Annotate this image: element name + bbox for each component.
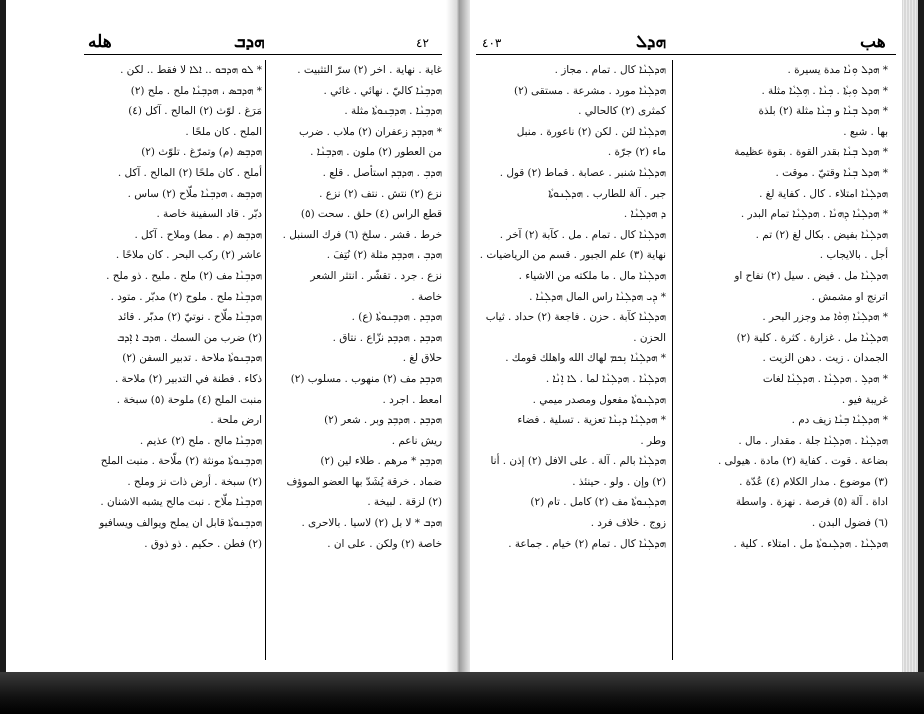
entry-line: ܗܕܒ * لا بل (٢) لاسيا . بالاحرى . (301, 517, 442, 530)
entry-line: كمثرى (٢) كالحالي . (578, 105, 666, 118)
entry-line: ܗܕܠܼܢܵܐ كال . تمام (٢) خيام . جماعة . (508, 537, 666, 550)
left-page-number: ٤٢ (416, 36, 429, 50)
left-page-header (84, 30, 442, 55)
entry-line: ܗܕܒܼܕ . ܗܕܒܼܢܘܬܵܐ (ع) . (351, 311, 442, 324)
right-page-header (476, 30, 896, 55)
entry-line: ܗܕܠܼܢܘܬܵܐ مفعول ومصدر ميمي . (532, 393, 666, 406)
entry-line: ܗܕܒܼܢܘܬܵܐ ملاحة . تدبير السفن (٢) (122, 352, 262, 365)
entry-line: الملح . كان ملحًا . (185, 125, 262, 138)
entry-line: قطع الراس (٤) حلق . سحت (٥) (300, 208, 442, 221)
entry-line: ارض ملحة . (210, 414, 262, 427)
entry-line: ܗܕܠܼܢܵܐ مل . فيض . سيل (٢) نفاح او (734, 269, 888, 282)
right-page (476, 30, 896, 660)
left-page (84, 30, 442, 660)
entry-line: اترنج او مشمش . (811, 290, 888, 303)
entry-line: ذكاء . فطنة في التدبير (٢) ملاحة . (114, 372, 262, 385)
page-edges (902, 0, 918, 672)
entry-line: اداة . آلة (٥) فرصة . نهزة . واسطة (735, 496, 888, 509)
entry-line: ܗܕܠܼܢܵܐ . ܗܕܠܼܢܵܐ جلة . مقدار . مال . (738, 434, 888, 447)
entry-line: ܗܕܠܼܢܵܐ . ܗܕܠܼܢܘܬܵܐ مل . امتلاء . كلية . (733, 537, 888, 550)
entry-line: ܗܕܠܼܢܵܐ . ܗܕܠܼܢܵܐ لما . ܠܐ ܐܼܢܵܐ . (545, 372, 666, 385)
entry-line: ܗܕܒܼܢܵܐ كاليّ . نهائي . غائي . (323, 84, 442, 97)
entry-line: عاشر (٢) ركب البحر . كان ملاحًا . (115, 249, 262, 262)
entry-line: ܗܕܒܼܣ (م . مط) وملاح . آكل . (134, 228, 262, 241)
entry-line: أجل . بالايجاب . (819, 249, 888, 262)
entry-line: (٢) وإن . ولو . حينئذ . (572, 475, 666, 488)
entry-line: ܗܕܠܼܢܵܐ لئن . لكن (٢) ناعورة . منبل (516, 125, 666, 138)
entry-line: ܗܕܒܼ ، ܗܕܒܼܕ مثلة (٢) نُتِفَ . (326, 249, 442, 262)
entry-line: ܕ ܗܕܠܼܢܵܐ . (623, 208, 666, 221)
entry-line: (٢) سبخة . أرض ذات نز وملح . (127, 475, 262, 488)
entry-line: * ܗܕܠ ܒܼܢܵܐ بقدر القوة . بقوة عظيمة (734, 146, 888, 159)
left-column-divider (265, 60, 266, 660)
entry-line: ܗܕܒܼܢܘܬܵܐ مونثة (٢) ملّاحة . منبت الملح (100, 455, 262, 468)
entry-line: ܗܕܒܼܢܵܐ مالح . ملح (٢) عذيم . (139, 434, 262, 447)
entry-line: * ܗܕܠܼܢܵܐ ܒܼܢܵܐ زيف دم . (791, 414, 888, 427)
entry-line: * ܗܕܠܼܢܵܐ ܢܼܟܡ لهاك الله واهلك قومك . (505, 352, 666, 365)
entry-line: دبّر . قاد السفينة خاصة . (156, 208, 262, 221)
left-column-inner (268, 60, 442, 660)
entry-line: ܗܕܠܼܢܵܐ كآبة . حزن . فاجعة (٢) حداد . ثياب (485, 311, 666, 324)
entry-line: الحزن . (633, 331, 666, 344)
entry-line: خاصة . (411, 290, 442, 303)
entry-line: بضاعة . قوت . كفاية (٢) مادة . هيولى . (717, 455, 888, 468)
entry-line: ܗܕܒܼܣ (م) وتمرّغ . تلوّث (٢) (141, 146, 262, 159)
entry-line: ܗܕܒܼܕ * مرهم . طلاء لين (٢) (320, 455, 442, 468)
entry-line: غاية . نهاية . اخر (٢) سرّ التثبيت . (297, 64, 442, 76)
entry-line: منبت الملح (٤) ملوحة (٥) سبخة . (116, 393, 262, 406)
entry-line: (٢) فطن . حكيم . ذو ذوق . (144, 537, 262, 550)
left-column-outer (84, 60, 262, 660)
entry-line: * ܠܘ ܗܕܒܘ .. ܐܠܐ لا فقط .. لكن . (120, 64, 262, 76)
entry-line: * ܗܕܠ ܘܼܢܵܐ مدة يسيرة . (787, 64, 888, 76)
right-page-number: ٤٠٣ (482, 36, 502, 50)
right-column-divider (672, 60, 673, 660)
right-column-inner (476, 60, 666, 660)
entry-line: زوج . خلاف فرد . (590, 517, 666, 530)
entry-line: ماء (٢) جرّة . (607, 146, 666, 159)
entry-line: ܗܕܒܼܢܵܐ ملّاح . نبت مالح يشبه الاشنان . (100, 496, 262, 509)
entry-line: ܗܕܠܼܢܵܐ مورد . مشرعة . مستقى (٢) (514, 84, 666, 97)
entry-line: امعط . اجرد . (382, 393, 442, 406)
entry-line: (٦) فضول البدن . (811, 517, 888, 530)
entry-line: بها . شبع . (843, 125, 888, 138)
entry-line: غريبة فيو . (841, 393, 888, 406)
entry-line: ܗܕܒܼܣ ، ܗܕܒܼܢܵܐ ملّاح (٢) ساس . (127, 187, 262, 200)
entry-line: ܗܕܠܼܢܵܐ مال . ما ملكته من الاشياء . (518, 269, 666, 282)
entry-line: ܗܕܠܼܢܘܬܵܐ مف (٢) كامل . تام (٢) (530, 496, 666, 509)
entry-line: ܗܕܒܼܕ . ܗܕܒܼܕ نزّاع . نتاق . (332, 331, 442, 344)
entry-line: (٣) موضوع . مدار الكلام (٤) عُدّة . (739, 475, 888, 488)
entry-line: ܗܕܒܼܢܵܐ ملح . ملوح (٢) مدبّر . متود . (110, 290, 262, 303)
entry-line: ܗܕܒܼܢܵܐ ملّاح . نوتيّ (٢) مدبّر . قائد (117, 311, 262, 324)
right-page-columns (476, 60, 896, 660)
entry-line: ܗܕܒܼܢܵܐ . ܗܕܒܼܢܘܬܵܐ مثلة . (344, 105, 442, 118)
entry-line: * ܗܕܒܼܕ زعفران (٢) ملاب . ضرب (299, 125, 442, 138)
right-header-word-outer: ﻫﺐ (860, 32, 886, 52)
entry-line: ريش ناعم . (391, 434, 442, 447)
entry-line: * ܗܕܠܼܢܵܐ ܕܝܼܢܵܐ تعزية . تسلية . فضاء (517, 414, 666, 427)
entry-line: * ܗܕܠܼܢܵܐ ܗܼܘܵܐ مد وجزر البحر . (762, 311, 888, 324)
right-column-outer (676, 60, 888, 660)
entry-line: ܗܕܠܼܢܵܐ بفيض . بكال لغ (٢) تم . (755, 228, 888, 241)
entry-line: جبر . آلة للطارب . ܗܕܠܼܢܘܬܵܐ (548, 187, 666, 200)
entry-line: * ܗܕܠܼܢܵܐ ܕܼܗܢܵܐ . ܗܕܠܼܢܵܐ تمام البدر . (740, 208, 888, 221)
entry-line: ܗܕܒܼܢܘܬܵܐ قابل ان يملح ويوالف ويسافيو (99, 517, 262, 530)
entry-line: ܗܕܠܼܢܵܐ كال . تمام . مل . كآبة (٢) آخر . (499, 228, 666, 241)
left-header-word-inner: ܗܕܒ (234, 32, 265, 52)
entry-line: من العطور (٢) ملون . ܗܕܒܼܢܵܐ . (310, 146, 442, 159)
left-page-columns (84, 60, 442, 660)
entry-line: نزع (٢) نتش . نتف (٢) نزع . (319, 187, 442, 200)
entry-line: ܗܕܒܼܕ مف (٢) منهوب . مسلوب (٢) (290, 372, 442, 385)
entry-line: خاصة (٢) ولكن . على ان . (327, 537, 442, 550)
entry-line: نهاية (٣) علم الجبور . قسم من الرياضيات . (479, 249, 666, 262)
entry-line: نزع . جرد . تقشّر . انتثر الشعر (310, 269, 442, 282)
entry-line: أملح . كان ملحًا (٢) المالح . آكل . (117, 166, 262, 179)
left-header-word-outer: ﻫﻠﻪ (88, 32, 112, 52)
entry-line: * ܗܕܠ ܒܼܢܵܐ و ܒܼܢܵܐ مثلة (٢) بلذة (758, 105, 888, 118)
entry-line: الجمدان . زيت . دهن الزيت . (762, 352, 888, 365)
entry-line: (٢) ضرب من السمك . ܗܕܒ ܐ ܐܼܕܒ (117, 331, 262, 344)
open-book (6, 0, 918, 672)
entry-line: * ܗܕܠ ܒܼܢܵܐ وقتيّ . موقت . (775, 166, 888, 179)
entry-line: ضماد . خرقة يُشَدّ بها العضو الموؤف (286, 475, 442, 488)
entry-line: وطر . (640, 434, 666, 447)
entry-line: خرط . قشر . سلخ (٦) فرك السنبل . (282, 228, 442, 241)
entry-line: ܗܕܒܼܢܵܐ مف (٢) ملح . مليح . ذو ملح . (106, 269, 262, 282)
entry-line: ܗܕܠܼܢܵܐ امتلاء . كال . كفاية لغ . (759, 187, 888, 200)
entry-line: ܗܕܠܼܢܵܐ بالم . آلة . على الافل (٢) إذن . أنا (490, 455, 666, 468)
scan-bottom-shadow (0, 672, 924, 714)
entry-line: (٢) لزقة . لبيخة . (367, 496, 442, 509)
entry-line: * ܗܕܒܣ ، ܗܕܒܼܢܵܐ ملح . ملح (٢) (130, 84, 262, 97)
entry-line: ܗܕܒܼܕ . ܗܕܒܼܕ وبر . شعر (٢) (324, 414, 442, 427)
book-gutter (446, 0, 470, 672)
entry-line: ܗܕܠܼܢܵܐ مل . غزارة . كثرة . كلية (٢) (736, 331, 888, 344)
entry-line: ܗܕܠܼܢܵܐ كال . تمام . مجاز . (554, 64, 666, 76)
right-header-word-inner: ܗܕܠ (636, 32, 667, 52)
entry-line: * ܕܼܝ ܗܕܠܼܢܵܐ راس المال ܗܕܠܼܢܵܐ . (529, 290, 666, 303)
entry-line: ܗܕܠܼܢܵܐ شنبر . عصابة . قماط (٢) قول . (499, 166, 666, 179)
entry-line: حلاق لغ . (402, 352, 442, 365)
entry-line: * ܗܕܠ ܘܼܝܼܬܵܐ . ܟܼܢܵܐ . ܗܼܠܼܝܵܐ مثلة . (761, 84, 888, 97)
entry-line: مَرَغ . لوّث (٢) المالح . آكل (٤) (128, 105, 262, 118)
entry-line: * ܗܕܠܼ . ܗܕܠܼܢܵܐ . ܗܕܠܼܢܵܐ لغات (762, 372, 888, 385)
entry-line: ܗܕܒܼ . ܗܕܒܼܕ استأصل . قلع . (322, 166, 442, 179)
